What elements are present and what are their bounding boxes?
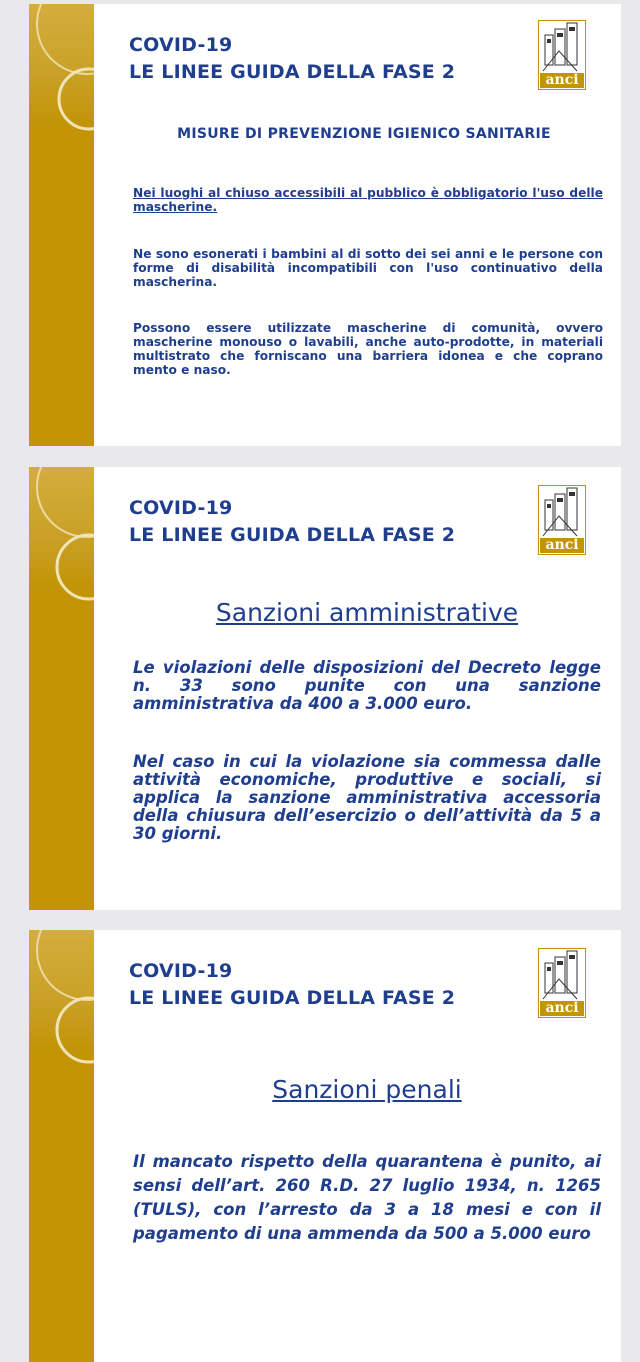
decorative-circles	[29, 930, 94, 1090]
gold-side-band	[29, 4, 94, 446]
title-line-guidelines: LE LINEE GUIDA DELLA FASE 2	[129, 61, 456, 83]
logo-text: anci	[540, 73, 584, 88]
decorative-circles	[29, 4, 94, 164]
paragraph-community-masks: Possono essere utilizzate mascherine di comunità, ovvero mascherine monouso o lavabili, anche auto-prodotte, in materiali multistrato che forniscano una barriera idonea e che coprano mento e naso.	[133, 321, 603, 377]
section-subtitle: MISURE DI PREVENZIONE IGIENICO SANITARIE	[177, 126, 551, 142]
slide-administrative-sanctions	[29, 467, 621, 910]
logo-text: anci	[540, 1001, 584, 1016]
gold-side-band	[29, 467, 94, 910]
paragraph-closure-sanction: Nel caso in cui la violazione sia commessa dalle attività economiche, produttive e sociali, si applica la sanzione amministrativa accessoria della chiusura dell’esercizio o dell’attività da 5 a 30 giorni.	[133, 752, 601, 843]
logo-text: anci	[540, 538, 584, 553]
paragraph-exemptions: Ne sono esonerati i bambini al di sotto dei sei anni e le persone con forme di disabilità incompatibili con l'uso continuativo della mascherina.	[133, 247, 603, 289]
title-line-covid: COVID-19	[129, 497, 233, 519]
title-line-guidelines: LE LINEE GUIDA DELLA FASE 2	[129, 524, 456, 546]
section-heading: Sanzioni penali	[272, 1075, 462, 1104]
anci-logo	[538, 948, 586, 1018]
page-title	[129, 495, 455, 549]
title-line-covid: COVID-19	[129, 34, 233, 56]
title-line-covid: COVID-19	[129, 960, 233, 982]
decorative-circles	[29, 467, 94, 627]
slide-criminal-sanctions	[29, 930, 621, 1362]
paragraph-mask-obligation: Nei luoghi al chiuso accessibili al pubblico è obbligatorio l'uso delle mascherine.	[133, 186, 603, 214]
page-title	[129, 32, 455, 86]
page-title	[129, 958, 455, 1012]
anci-logo	[538, 485, 586, 555]
paragraph-fine-amount: Le violazioni delle disposizioni del Decreto legge n. 33 sono punite con una sanzione amministrativa da 400 a 3.000 euro.	[133, 658, 601, 713]
section-heading: Sanzioni amministrative	[215, 598, 519, 627]
title-line-guidelines: LE LINEE GUIDA DELLA FASE 2	[129, 987, 456, 1009]
gold-side-band	[29, 930, 94, 1362]
anci-logo	[538, 20, 586, 90]
paragraph-quarantine-penalty: Il mancato rispetto della quarantena è punito, ai sensi dell’art. 260 R.D. 27 luglio 1934, n. 1265 (TULS), con l’arresto da 3 a 18 mesi e con il pagamento di una ammenda da 500 a 5.000 euro	[133, 1152, 601, 1243]
slide-prevention-measures	[29, 4, 621, 446]
